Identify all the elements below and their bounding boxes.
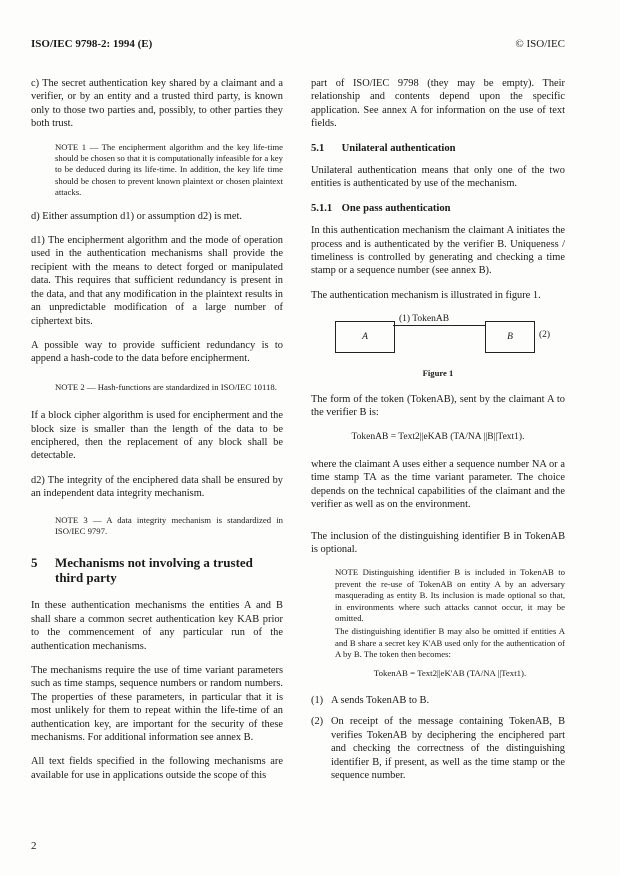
paragraph-hash: A possible way to provide sufficient redundancy is to append a hash-code to the data before encipherment. [31, 339, 283, 365]
paragraph-section5-c: All text fields specified in the following mechanisms are available for use in applications outside the scope of this [31, 756, 283, 781]
step-1-text: A sends TokenAB to B. [331, 695, 430, 706]
section-5-heading [31, 555, 283, 585]
paragraph-c: c) The secret authentication key shared by a claimant and a verifier, or by an entity and a trusted third party, is known only to those two parties and, possibly, to other parties they both trust. [31, 78, 283, 130]
paragraph-section5-1-1-a: In this authentication mechanism the claimant A initiates the process and is authenticated by the verifier B. Uniqueness / timeliness is controlled by generating and checking a time stamp or a sequence number (see annex B). [311, 225, 565, 277]
step-1 [311, 694, 565, 707]
left-column [31, 77, 283, 793]
figure-caption: Figure 1 [422, 368, 454, 379]
step-2-text: On receipt of the message containing TokenAB, B verifies TokenAB by deciphering the enciphered part and checking the correctness of the distinguishing identifier B, if present, as well as the time stamp or the sequence number. [331, 716, 565, 782]
figure-message-label: (1) TokenAB [399, 314, 450, 325]
note-omission: The distinguishing identifier B may also be omitted if entities A and B share a secret key K'AB used only for the authentication of A by B. The token then becomes: [335, 626, 565, 660]
step-1-marker: (1) [311, 695, 324, 706]
paragraph-d: d) Either assumption d1) or assumption d2) is met. [31, 210, 242, 222]
formula-token-alt: TokenAB = Text2||eK'AB (TA/NA ||Text1). [373, 667, 527, 678]
figure-entity-b-box [485, 321, 535, 353]
figure-step-label: (2) [539, 330, 551, 341]
right-column [311, 77, 565, 790]
header-standard: ISO/IEC 9798-2: 1994 (E) [31, 38, 153, 50]
section-5-1-title: Unilateral authentication [341, 142, 456, 154]
paragraph-where: where the claimant A uses either a sequence number NA or a time stamp TA as the time variant parameter. The choice depends on the technical capabilities of the claimant and the verifier as well as on the environment. [311, 458, 565, 511]
section-5-1-1-number: 5.1.1 [311, 202, 333, 214]
paragraph-block-cipher: If a block cipher algorithm is used for encipherment and the block size is smaller than the length of the data to be enciphered, then the replacement of any block shall be detectable. [31, 410, 283, 462]
paragraph-d1: d1) The encipherment algorithm and the mode of operation used in the authentication mechanisms shall provide the recipient with the means to detect forged or manipulated data. This requires that sufficient redundancy is present in the data, and that any modification in the plaintext results in an unpredictable modification of a large number of ciphertext bits. [31, 235, 283, 327]
section-5-1-heading [311, 142, 565, 155]
paragraph-inclusion: The inclusion of the distinguishing identifier B in TokenAB is optional. [311, 530, 565, 555]
step-2-marker: (2) [311, 716, 324, 728]
note-distinguishing-identifier: NOTE Distinguishing identifier B is included in TokenAB to prevent the re-use of TokenAB on entity A by an adversary masquerading as entity B. Its inclusion is made optional so that, in environments where such attacks cannot occur, it may be omitted. [335, 567, 565, 623]
note-1: NOTE 1 — The encipherment algorithm and the key life-time should be chosen so that it is computationally infeasible for a key to be deduced during its life-time. In addition, the key life time should be chosen to prevent known plaintext or chosen plaintext attacks. [55, 141, 283, 198]
section-5-title: Mechanisms not involving a trusted third party [55, 555, 253, 586]
paragraph-section5-1: Unilateral authentication means that only one of the two entities is authenticated by use of the mechanism. [311, 165, 565, 190]
page-number: 2 [31, 840, 37, 852]
paragraph-section5-a: In these authentication mechanisms the entities A and B shall share a common secret authentication key KAB prior to the commencement of any particular run of the authentication mechanisms. [31, 600, 283, 652]
formula-token: TokenAB = Text2||eKAB (TA/NA ||B||Text1). [351, 431, 525, 442]
section-5-1-1-title: One pass authentication [341, 202, 451, 214]
header-copyright: © ISO/IEC [515, 38, 565, 50]
note-3: NOTE 3 — A data integrity mechanism is standardized in ISO/IEC 9797. [55, 514, 283, 536]
section-5-1-1-heading [311, 202, 565, 215]
paragraph-continued: part of ISO/IEC 9798 (they may be empty). Their relationship and contents depend upon the specific application. See annex A for information on the use of text fields. [311, 78, 565, 130]
figure-entity-b-label: B [507, 331, 513, 342]
section-5-1-number: 5.1 [311, 142, 325, 154]
paragraph-token-form: The form of the token (TokenAB), sent by the claimant A to the verifier B is: [311, 393, 565, 419]
paragraph-section5-1-1-b: The authentication mechanism is illustrated in figure 1. [311, 289, 541, 301]
figure-entity-a-box [335, 321, 395, 353]
paragraph-section5-b: The mechanisms require the use of time variant parameters such as time stamps, sequence numbers or random numbers. The properties of these parameters, in particular that it is most unlikely for them to repeat within the life-time of an authentication key, are important for the security of these mechanisms. For additional information see annex B. [31, 665, 283, 744]
paragraph-d2: d2) The integrity of the enciphered data shall be ensured by an independent data integrity mechanism. [31, 474, 283, 500]
figure-1 [311, 313, 565, 359]
figure-entity-a-label: A [362, 331, 368, 342]
note-2: NOTE 2 — Hash-functions are standardized in ISO/IEC 10118. [55, 381, 277, 392]
step-2 [311, 715, 565, 782]
section-5-number: 5 [31, 555, 38, 571]
